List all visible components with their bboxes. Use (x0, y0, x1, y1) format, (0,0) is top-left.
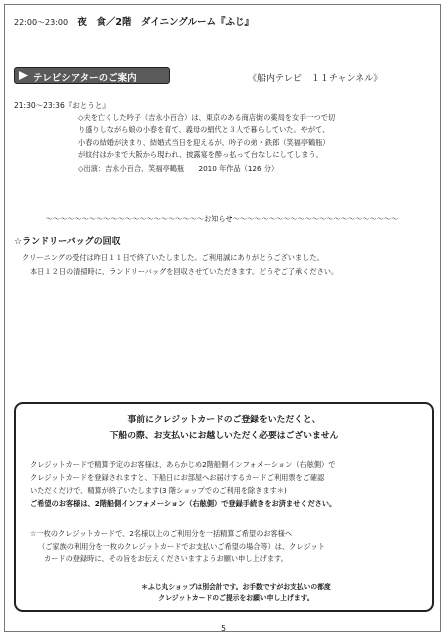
shop-note (76, 582, 396, 604)
tv-channel: 《船内テレビ １１チャンネル》 (248, 74, 383, 84)
tv-theater-banner-label: テレビシアターのご案内 (33, 73, 137, 84)
description-line: 小春の結婚が決まり、結婚式当日を迎えるが、吟子の弟・鉄郎（笑福亭鶴瓶） (78, 137, 330, 147)
description-line: り盛りしながら娘の小春を育て、義母の絹代と３人で暮らしていた。やがて、 (78, 125, 330, 135)
para-line: クレジットカードで精算予定のお客様は、あらかじめ2階船側インフォメーション（右舷側）で (30, 460, 336, 469)
note-line: クレジットカードのご提示をお願い申し上げます。 (158, 594, 314, 602)
para-line: いただくだけで、精算が終了いたします(3 階ショップでのご利用を除きます＊) (30, 486, 287, 495)
para-line: クレジットカードを登録されますと、下船日にお部屋へお届けするカードご利用票をご確認 (30, 473, 325, 482)
credit-card-box-title (16, 412, 432, 444)
para-line: ☆一枚のクレジットカードで、2名様以上のご利用分を一括精算ご希望のお客様へ (30, 529, 293, 538)
notice-line: 本日１２日の清掃時に、ランドリーバッグを回収させていただきます。どうぞご了承ください。 (30, 267, 339, 276)
page-number: 5 (221, 624, 226, 633)
description-line: が紋付はかまで大阪から現われ、披露宴を酔っ払って台なしにしてしまう。 (78, 150, 323, 160)
dinner-header (14, 14, 434, 28)
notice-line: クリーニングの受付は昨日１１日で終了いたしました。ご利用誠にありがとうございました。 (22, 253, 324, 262)
dinner-time: 22:00〜23:00 (14, 18, 69, 27)
credit-card-registration-text (30, 458, 428, 510)
group-payment-text (30, 528, 428, 566)
show-description (78, 112, 418, 162)
tv-theater-banner (14, 67, 170, 84)
flag-icon (19, 71, 28, 80)
laundry-notice-body (22, 251, 422, 279)
dinner-title: 夜 食／2階 ダイニングルーム『ふじ』 (77, 17, 254, 28)
show-credit: ◇出演：吉永小百合、笑福亭鶴瓶 2010 年作品（126 分） (78, 164, 279, 173)
title-line: 事前にクレジットカードのご登録をいただくと、 (127, 415, 321, 425)
title-line: 下船の際、お支払いにお越しいただく必要はございません (109, 431, 339, 441)
laundry-heading: ☆ランドリーバッグの回収 (14, 237, 121, 247)
notice-divider: 〜〜〜〜〜〜〜〜〜〜〜〜〜〜〜〜〜〜〜〜〜〜お知らせ〜〜〜〜〜〜〜〜〜〜〜〜〜〜〜〜〜〜〜〜〜〜〜 (45, 215, 399, 223)
description-line: ◇夫を亡くした吟子（吉永小百合）は、東京のある商店街の薬局を女手一つで切 (78, 113, 336, 122)
para-line: カードの登録時に、その旨をお伝えくださいますようお願い申し上げます。 (44, 554, 288, 563)
note-line: ＊ふじ丸ショップは別会計です。お手数ですがお支払いの都度 (141, 583, 331, 591)
show-time-title: 21:30〜23:36『おとうと』 (14, 101, 110, 110)
para-line: ご希望のお客様は、2階船側インフォメーション（右舷側）で登録手続きをお済ませください。 (30, 499, 337, 508)
credit-card-info-box (14, 402, 434, 612)
para-line: （ご家族の利用分を一枚のクレジットカードでお支払いご希望の場合等）は、クレジット (38, 541, 325, 551)
